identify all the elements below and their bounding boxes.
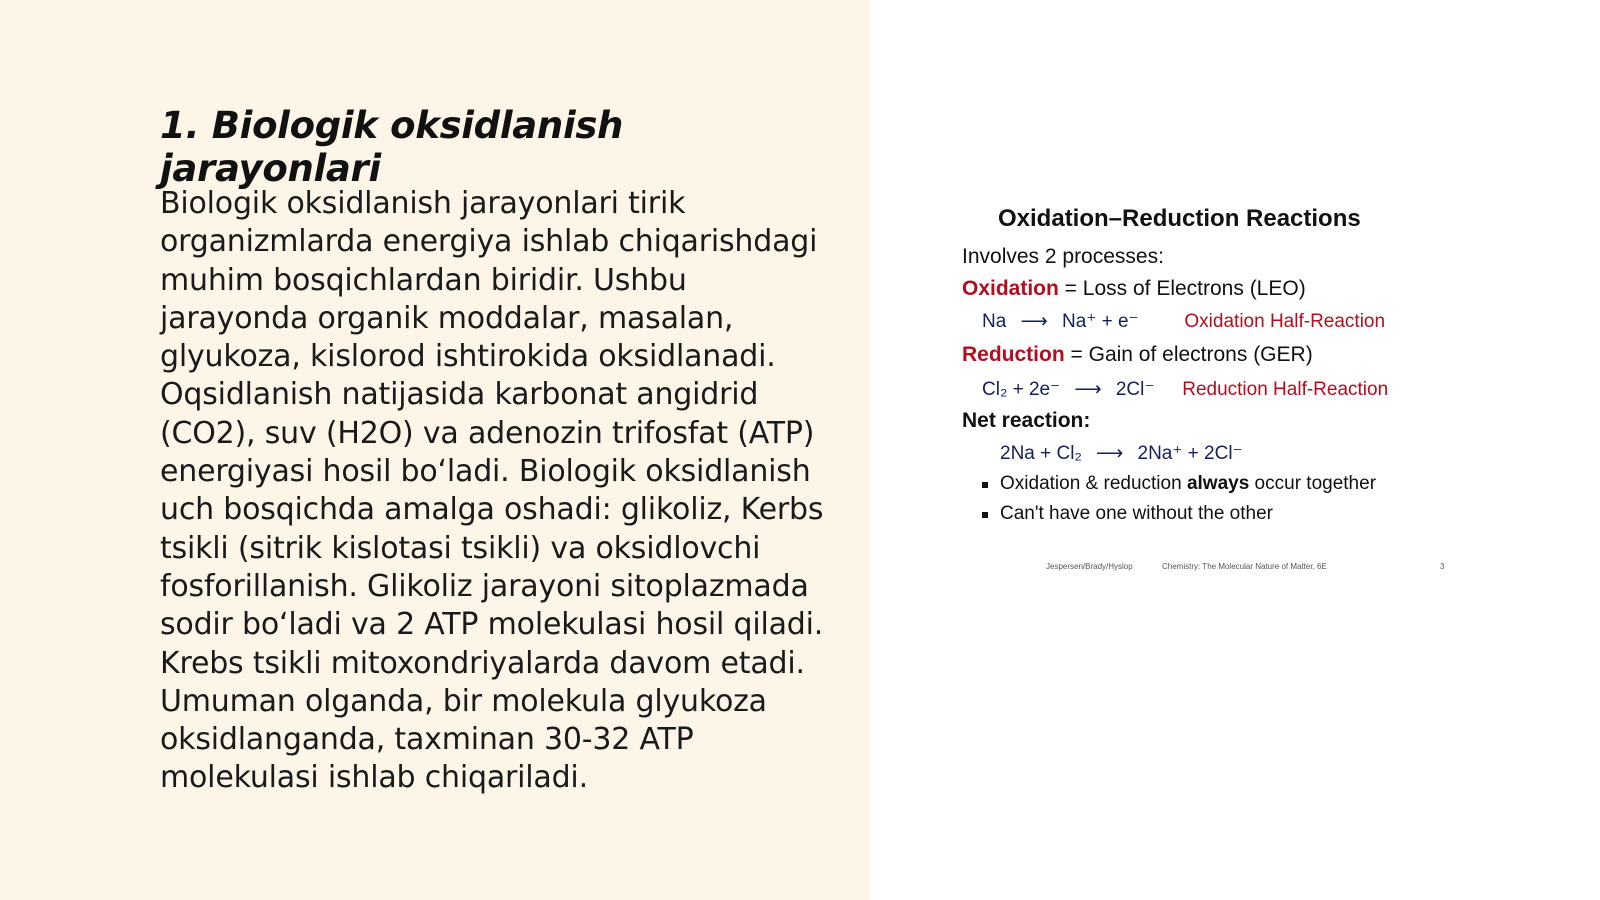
- oxidation-definition: = Loss of Electrons (LEO): [1058, 277, 1306, 300]
- bullet1-text-end: occur together: [1249, 473, 1377, 494]
- square-bullet-icon: [982, 482, 988, 488]
- oxidation-term: Oxidation: [962, 277, 1059, 300]
- redox-heading: Oxidation–Reduction Reactions: [998, 205, 1361, 232]
- ox-eq-arrow-icon: ⟶: [1020, 311, 1048, 332]
- bullet2-text: Can't have one without the other: [1000, 503, 1273, 524]
- net-reaction-label: Net reaction:: [962, 409, 1091, 432]
- redox-intro: Involves 2 processes:: [962, 245, 1164, 268]
- red-eq-right: 2Cl⁻: [1115, 379, 1155, 400]
- red-eq-arrow-icon: ⟶: [1074, 379, 1102, 400]
- slide-body-text: Biologik oksidlanish jarayonlari tirik organizmlarda energiya ishlab chiqarishdagi muhim bosqichlardan biridir. Ushbu jarayonda organik moddalar, masalan, glyukoza, kislorod ishtirokida oksidlanadi. Oqsidlanish natijasida karbonat angidrid (CO2), suv (H2O) va adenozin trifosfat (ATP) energiyasi hosil bo‘ladi. Biologik oksidlanish uch bosqichda amalga oshadi: glikoliz, Kerbs tsikli (sitrik kislotasi tsikli) va oksidlovchi fosforillanish. Glikoliz jarayoni sitoplazmada sodir bo‘ladi va 2 ATP molekulasi hosil qiladi. Krebs tsikli mitoxondriyalarda davom etadi. Umuman olganda, bir molekula glyukoza oksidlanganda, taxminan 30-32 ATP molekulasi ishlab chiqariladi.: [160, 186, 824, 796]
- ox-eq-right: Na⁺ + e⁻: [1061, 311, 1139, 332]
- net-equation-line: [1000, 441, 1482, 465]
- net-eq-arrow-icon: ⟶: [1096, 443, 1124, 464]
- square-bullet-icon: [982, 512, 988, 518]
- bullet-item: [962, 503, 1482, 525]
- reduction-half-reaction-label: Reduction Half-Reaction: [1182, 379, 1389, 400]
- red-eq-left: Cl₂ + 2e⁻: [982, 379, 1061, 400]
- footer-authors: Jespersen/Brady/Hyslop: [1046, 562, 1133, 571]
- oxidation-half-reaction-label: Oxidation Half-Reaction: [1184, 311, 1386, 332]
- oxidation-equation-line: [982, 309, 1482, 333]
- footer-book: Chemistry: The Molecular Nature of Matter, 6E: [1162, 562, 1327, 571]
- net-eq-right: 2Na⁺ + 2Cl⁻: [1137, 443, 1243, 464]
- footer-page-number: 3: [1440, 562, 1445, 571]
- figure-footer: [1046, 562, 1446, 574]
- reduction-definition: = Gain of electrons (GER): [1064, 343, 1313, 366]
- bullet1-emphasis: always: [1186, 473, 1250, 494]
- ox-eq-left: Na: [982, 311, 1007, 332]
- redox-figure: [962, 205, 1482, 525]
- reduction-term: Reduction: [962, 343, 1065, 366]
- bullet1-text: Oxidation & reduction: [1000, 473, 1187, 494]
- bullet-item: [962, 473, 1482, 495]
- oxidation-definition-line: [962, 277, 1482, 301]
- slide-title: 1. Biologik oksidlanish jarayonlari: [160, 104, 624, 190]
- net-eq-left: 2Na + Cl₂: [1000, 443, 1082, 464]
- reduction-definition-line: [962, 343, 1482, 367]
- reduction-equation-line: [982, 377, 1482, 401]
